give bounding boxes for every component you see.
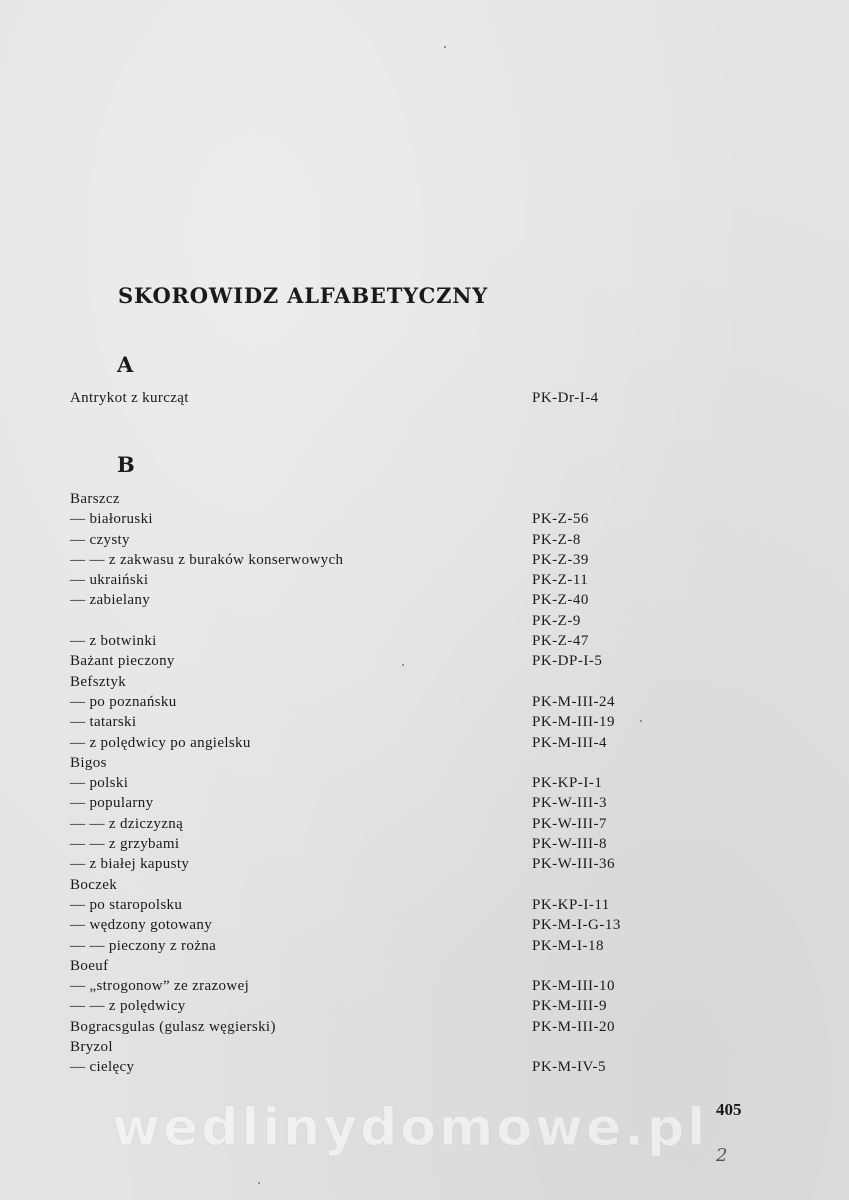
entry-label: Bogracsgulas (gulasz węgierski): [70, 1018, 276, 1035]
index-entry: [70, 915, 670, 935]
index-entry: [70, 631, 670, 651]
entry-code: PK-M-III-10: [532, 978, 615, 995]
entry-code: PK-M-III-24: [532, 693, 615, 710]
entry-code: PK-M-III-4: [532, 734, 607, 751]
index-entry: [70, 1037, 670, 1057]
index-entry: [70, 1017, 670, 1037]
page-title: SKOROWIDZ ALFABETYCZNY: [118, 283, 489, 308]
entry-label: Bryzol: [70, 1039, 113, 1056]
entry-code: PK-M-I-18: [532, 937, 604, 954]
section-b-entries: [70, 489, 670, 1078]
section-a-entries: [70, 388, 670, 408]
handwritten-note: 2: [716, 1145, 728, 1166]
index-entry: [70, 509, 670, 529]
entry-code: PK-M-IV-5: [532, 1059, 606, 1076]
index-entry: [70, 530, 670, 550]
index-entry: [70, 753, 670, 773]
entry-code: PK-M-III-20: [532, 1018, 615, 1035]
entry-label: — — z polędwicy: [70, 998, 186, 1015]
entry-label: — popularny: [70, 795, 154, 812]
entry-label: — — pieczony z rożna: [70, 937, 217, 954]
entry-label: — zabielany: [70, 592, 151, 609]
watermark: wedlinydomowe.pl: [112, 1098, 709, 1158]
paper-speck: [444, 46, 446, 48]
entry-label: Barszcz: [70, 491, 120, 507]
index-entry: [70, 570, 670, 590]
index-entry: [70, 895, 670, 915]
index-entry: [70, 692, 670, 712]
entry-code: PK-M-III-9: [532, 998, 607, 1015]
index-entry: [70, 550, 670, 570]
entry-label: Antrykot z kurcząt: [70, 390, 189, 406]
entry-label: Bigos: [70, 754, 107, 771]
entry-label: — po staropolsku: [70, 896, 183, 913]
entry-label: — czysty: [70, 531, 130, 548]
paper-speck: [258, 1182, 260, 1184]
entry-code: PK-M-III-19: [532, 714, 615, 731]
entry-label: — tatarski: [70, 714, 137, 731]
entry-label: Boczek: [70, 876, 118, 893]
entry-code: PK-W-III-3: [532, 795, 607, 812]
entry-label: Bażant pieczony: [70, 653, 175, 670]
entry-code: PK-Z-8: [532, 531, 581, 548]
entry-code: PK-Z-40: [532, 592, 589, 609]
index-entry: [70, 1057, 670, 1077]
index-entry: [70, 733, 670, 753]
entry-label: — — z grzybami: [70, 836, 180, 853]
index-entry: [70, 875, 670, 895]
entry-code: PK-M-I-G-13: [532, 917, 621, 934]
entry-label: — z polędwicy po angielsku: [70, 734, 251, 751]
entry-label: — „strogonow” ze zrazowej: [70, 978, 250, 995]
entry-label: Boeuf: [70, 957, 109, 974]
entry-code: PK-Dr-I-4: [532, 390, 599, 406]
entry-code: PK-KP-I-1: [532, 775, 603, 792]
index-entry: [70, 834, 670, 854]
entry-label: Befsztyk: [70, 673, 127, 690]
entry-label: — wędzony gotowany: [70, 917, 213, 934]
entry-code: PK-Z-56: [532, 511, 589, 528]
index-entry: [70, 936, 670, 956]
index-entry: [70, 814, 670, 834]
index-entry: [70, 590, 670, 610]
entry-code: PK-Z-39: [532, 551, 589, 568]
page-number: 405: [716, 1100, 742, 1119]
entry-label: — — z dziczyzną: [70, 815, 184, 832]
index-entry: [70, 976, 670, 996]
index-entry: [70, 712, 670, 732]
entry-label: — — z zakwasu z buraków konserwowych: [70, 551, 344, 568]
section-letter-a: A: [117, 352, 134, 377]
index-entry: [70, 672, 670, 692]
entry-label: — cielęcy: [70, 1059, 135, 1076]
index-entry: [70, 489, 670, 509]
index-entry: [70, 793, 670, 813]
entry-label: — z białej kapusty: [70, 856, 190, 873]
entry-code: PK-Z-9: [532, 612, 581, 629]
entry-label: — polski: [70, 775, 129, 792]
entry-code: PK-Z-47: [532, 633, 589, 650]
index-entry: [70, 773, 670, 793]
entry-label: — z botwinki: [70, 633, 157, 650]
entry-code: PK-W-III-7: [532, 815, 607, 832]
index-entry: [70, 651, 670, 671]
entry-code: PK-Z-11: [532, 572, 589, 589]
index-entry: [70, 854, 670, 874]
index-entry: [70, 956, 670, 976]
index-entry: [70, 611, 670, 631]
entry-label: — po poznańsku: [70, 693, 177, 710]
entry-label: — ukraiński: [70, 572, 149, 589]
index-entry: [70, 388, 670, 408]
entry-code: PK-W-III-36: [532, 856, 615, 873]
index-entry: [70, 996, 670, 1016]
section-letter-b: B: [117, 452, 135, 477]
entry-label: — białoruski: [70, 511, 153, 528]
entry-code: PK-KP-I-11: [532, 896, 610, 913]
entry-code: PK-W-III-8: [532, 836, 607, 853]
entry-code: PK-DP-I-5: [532, 653, 603, 670]
